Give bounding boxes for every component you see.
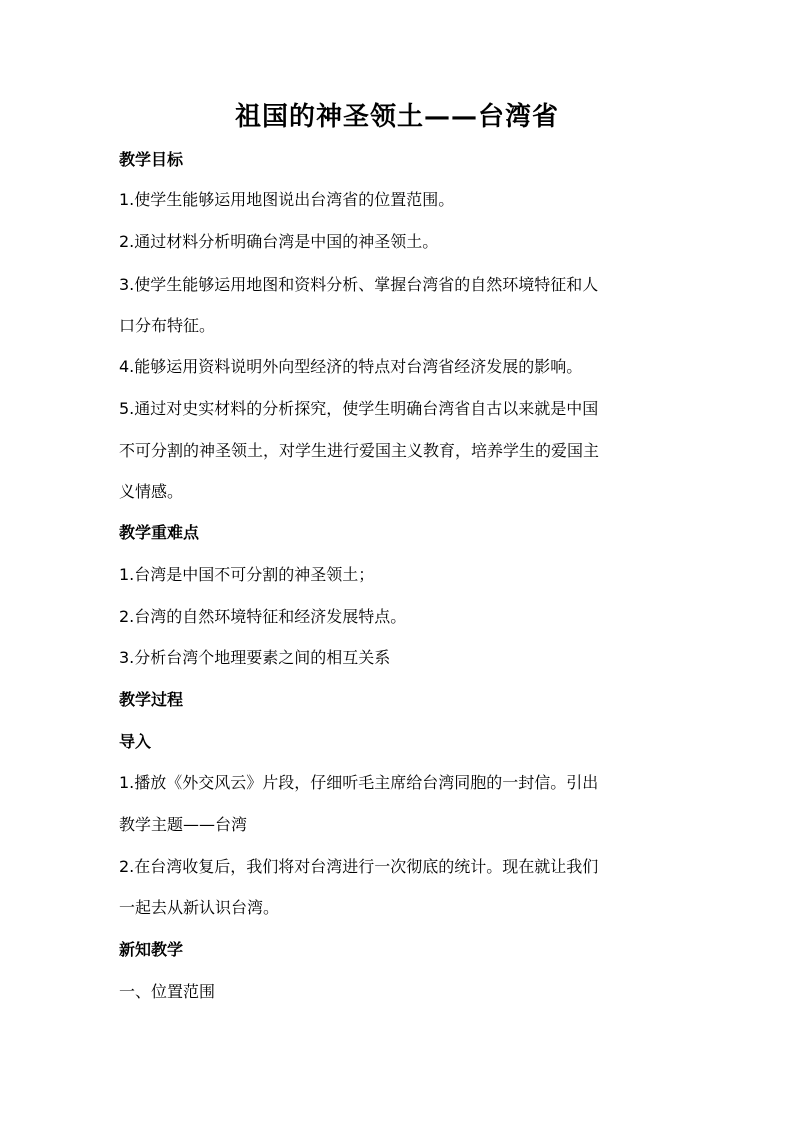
paragraph-line: 2.在台湾收复后，我们将对台湾进行一次彻底的统计。现在就让我们 — [119, 857, 599, 876]
paragraph-line: 教学主题——台湾 — [119, 815, 248, 834]
section-heading-process: 教学过程 — [119, 690, 184, 709]
subsection-heading-intro: 导入 — [119, 732, 152, 751]
subsection-subheading: 一、位置范围 — [119, 982, 216, 1001]
paragraph-line: 2.台湾的自然环境特征和经济发展特点。 — [119, 607, 407, 626]
paragraph-line: 3.分析台湾个地理要素之间的相互关系 — [119, 648, 391, 667]
paragraph-line: 一起去从新认识台湾。 — [119, 898, 280, 917]
paragraph-line: 不可分割的神圣领土，对学生进行爱国主义教育，培养学生的爱国主 — [119, 441, 600, 460]
paragraph-line: 5.通过对史实材料的分析探究，使学生明确台湾省自古以来就是中国 — [119, 399, 599, 418]
subsection-heading-new: 新知教学 — [119, 940, 184, 959]
paragraph-line: 口分布特征。 — [119, 316, 216, 335]
section-heading-key-points: 教学重难点 — [119, 523, 200, 542]
section-heading-goals: 教学目标 — [119, 150, 184, 169]
paragraph-line: 1.播放《外交风云》片段，仔细听毛主席给台湾同胞的一封信。引出 — [119, 773, 599, 792]
paragraph-line: 2.通过材料分析明确台湾是中国的神圣领土。 — [119, 232, 439, 251]
paragraph-line: 4.能够运用资料说明外向型经济的特点对台湾省经济发展的影响。 — [119, 357, 583, 376]
paragraph-line: 义情感。 — [119, 482, 184, 501]
document-title: 祖国的神圣领土——台湾省 — [234, 102, 559, 132]
paragraph-line: 1.使学生能够运用地图说出台湾省的位置范围。 — [119, 190, 455, 209]
paragraph-line: 3.使学生能够运用地图和资料分析、掌握台湾省的自然环境特征和人 — [119, 275, 599, 294]
paragraph-line: 1.台湾是中国不可分割的神圣领土； — [119, 565, 375, 584]
